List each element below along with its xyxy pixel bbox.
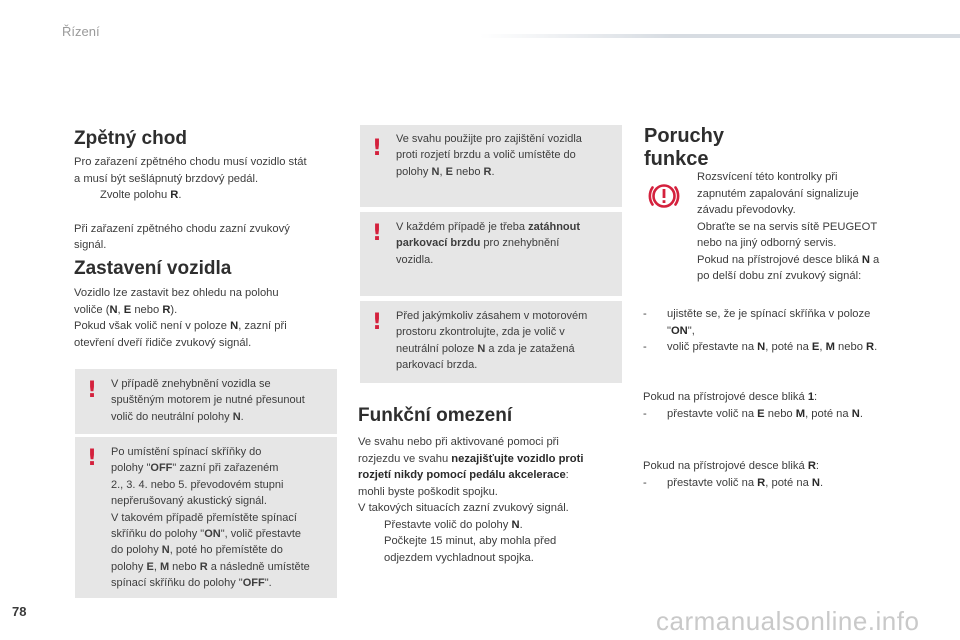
dash-item [643, 475, 915, 492]
text-span: do polohy [111, 544, 162, 557]
watermark: carmanualsonline.info [656, 606, 920, 636]
bold-span: E [811, 341, 820, 353]
text-span: . [178, 189, 182, 201]
text-line: Vozidlo lze zastavit bez ohledu na polohu [74, 287, 279, 299]
dash-item [643, 339, 915, 356]
text-span: V každém případě je třeba [396, 221, 529, 233]
exclamation-icon: ! [372, 136, 383, 161]
text-span: , [819, 341, 826, 353]
text-span: : [815, 460, 820, 472]
text-line: Po umístění spínací skříňky do [111, 446, 262, 458]
text-span: ujistěte se, že je spínací skříňka v poloze [667, 308, 871, 320]
text-line [396, 341, 612, 357]
stop-section [74, 258, 344, 351]
faults-heading [644, 125, 844, 171]
dash-marker: - [643, 476, 647, 489]
bold-span: R [483, 165, 492, 178]
text-line [396, 164, 612, 180]
bold-span: OFF [242, 577, 265, 590]
bold-span: zatáhnout [528, 221, 581, 233]
bold-span: M [795, 407, 806, 420]
dash-marker: - [643, 308, 647, 320]
text-span: . [240, 410, 244, 423]
text-span: skříňku do polohy " [111, 528, 205, 541]
text-line [396, 219, 612, 235]
bold-span: N [811, 476, 821, 489]
bold-span: E [445, 165, 453, 178]
bold-span: R [170, 189, 179, 201]
text-line [643, 458, 915, 475]
text-line: Pro zařazení zpětného chodu musí vozidlo stát [74, 156, 307, 168]
text-line [111, 575, 327, 591]
bold-span: R [807, 460, 816, 472]
reverse-heading: Zpětný chod [74, 128, 187, 149]
text-span: , [153, 560, 160, 573]
bold-span: E [146, 560, 154, 573]
bold-span: N [109, 303, 118, 316]
text-span: a následně umístěte [207, 560, 310, 573]
text-span: Zvolte polohu [100, 189, 171, 201]
reverse-section [74, 128, 344, 254]
text-line: proti rozjetí brzdu a volič umístěte do [396, 149, 576, 162]
text-span: Počkejte 15 minut, aby mohla před [384, 535, 557, 547]
text-span: . [491, 165, 495, 178]
text-span: polohy [111, 560, 147, 573]
text-span: " zazní při zařazeném [172, 462, 279, 475]
text-line [111, 542, 327, 558]
bold-span: parkovací brzdu [396, 237, 481, 250]
heading-line: funkce [644, 148, 709, 170]
text-span: , zazní při [238, 320, 287, 332]
warning-note-ignition-off [75, 437, 337, 598]
text-line: spuštěným motorem je nutné přesunout [111, 394, 305, 407]
text-span: ", volič přestavte [220, 528, 302, 541]
text-span: nebo [764, 407, 796, 420]
limits-text [358, 434, 630, 566]
bold-span: rozjetí nikdy pomocí pedálu akcelerace [358, 469, 566, 481]
text-span: Pokud na přístrojové desce bliká [643, 460, 808, 472]
text-line [111, 460, 327, 476]
dash-item [643, 306, 915, 323]
warning-note-slope [360, 125, 622, 207]
text-line [697, 252, 917, 269]
bold-span: M [159, 560, 170, 573]
bullet-item [358, 517, 630, 534]
bold-span: N [861, 253, 870, 266]
fault-steps-list [643, 306, 915, 356]
text-span: rozjezdu ve svahu [358, 452, 452, 465]
text-span: " [667, 324, 671, 337]
text-line: signál. [74, 239, 107, 251]
bold-span: N [230, 320, 239, 332]
limits-heading: Funkční omezení [358, 405, 513, 426]
exclamation-icon: ! [372, 221, 383, 246]
text-span: pro znehybnění [480, 237, 560, 250]
heading-line: Poruchy [644, 125, 725, 147]
exclamation-icon: ! [372, 310, 383, 335]
text-line: 2., 3. 4. nebo 5. převodovém stupni [111, 478, 284, 491]
stop-heading: Zastavení vozidla [74, 258, 232, 279]
bold-span: N [511, 518, 520, 531]
text-span: Pokud na přístrojové desce bliká [643, 391, 808, 403]
text-span: , [439, 165, 446, 178]
bold-span: OFF [150, 462, 173, 475]
text-line: prostoru zkontrolujte, zda je volič v [396, 326, 565, 339]
text-span: volič přestavte na [667, 341, 758, 353]
warning-note-parking-brake [360, 212, 622, 296]
bold-span: N [232, 410, 241, 423]
bold-span: E [123, 303, 132, 316]
limits-section [358, 405, 630, 566]
text-span: ". [264, 577, 272, 590]
exclamation-icon: ! [87, 446, 98, 471]
gearbox-warning-icon [646, 178, 682, 214]
dash-item-continuation [643, 323, 915, 340]
text-span: ", [687, 324, 695, 337]
text-span: přestavte volič na [667, 476, 758, 489]
text-line [111, 409, 327, 425]
text-line: nebo na jiný odborný servis. [697, 237, 837, 249]
dash-item [643, 406, 915, 423]
text-line [74, 302, 344, 319]
text-line: V případě znehybnění vozidla se [111, 378, 271, 390]
text-span: odjezdem vychladnout spojka. [384, 551, 534, 564]
bold-span: N [851, 407, 860, 420]
text-line: a musí být sešlápnutý brzdový pedál. [74, 172, 259, 185]
text-line [74, 318, 344, 335]
section-title: Řízení [62, 24, 100, 39]
text-line: Ve svahu použijte pro zajištění vozidla [396, 133, 582, 145]
dash-marker: - [643, 407, 647, 420]
text-span: neutrální poloze [396, 342, 478, 355]
warning-note-engine-bay [360, 301, 622, 383]
text-line: V takovém případě přemístěte spínací [111, 511, 297, 524]
text-line: zapnutém zapalování signalizuje [697, 187, 859, 200]
text-line: po delší dobu zní zvukový signál: [697, 270, 862, 282]
text-line: Rozsvícení této kontrolky při [697, 171, 838, 183]
text-line: parkovací brzda. [396, 359, 478, 372]
text-span: , poté na [765, 341, 812, 353]
text-span: volič do neutrální polohy [111, 410, 233, 423]
bold-span: R [757, 476, 766, 489]
text-span: voliče ( [74, 303, 110, 316]
text-line: V takových situacích zazní zvukový signál. [358, 502, 569, 514]
stop-text [74, 285, 344, 351]
fault-blink-r [643, 458, 915, 491]
text-line: otevření dveří řidiče zvukový signál. [74, 336, 252, 349]
text-span: ). [170, 303, 178, 316]
text-line: Před jakýmkoliv zásahem v motorovém [396, 310, 588, 322]
text-span: nebo [131, 303, 163, 316]
text-line [111, 559, 327, 575]
bold-span: nezajišťujte vozidlo proti [451, 452, 584, 465]
text-span: , [117, 303, 124, 316]
text-line [111, 526, 327, 542]
fault-warning-text [697, 169, 917, 285]
bold-span: ON [204, 528, 221, 541]
text-span: Pokud však volič není v poloze [74, 320, 231, 332]
bold-span: R [866, 341, 875, 353]
fault-blink-1 [643, 389, 915, 422]
text-span: , poté ho přemístěte do [169, 544, 283, 557]
bold-span: N [431, 165, 440, 178]
text-span: Přestavte volič do polohy [384, 518, 512, 531]
bullet-item [358, 533, 630, 550]
reverse-text [74, 154, 344, 254]
text-span: polohy [396, 165, 432, 178]
text-line: nepřerušovaný akustický signál. [111, 495, 267, 508]
text-line [358, 451, 630, 468]
warning-note-immobilisation [75, 369, 337, 434]
text-span: přestavte volič na [667, 407, 758, 420]
bold-span: R [199, 560, 208, 573]
text-line: vozidla. [396, 253, 434, 266]
text-line [358, 467, 630, 484]
text-span: nebo [834, 341, 867, 353]
text-span: . [820, 476, 824, 489]
bullet-item [74, 187, 344, 204]
bold-span: 1 [807, 391, 815, 403]
text-span: a [869, 253, 880, 266]
text-line: mohli byste poškodit spojku. [358, 485, 498, 498]
text-span: polohy " [111, 462, 151, 475]
bold-span: N [161, 544, 170, 557]
text-span: : [814, 391, 818, 403]
text-line: závadu převodovky. [697, 204, 796, 216]
text-span: a zda je zatažená [485, 342, 575, 355]
page-number: 78 [12, 604, 27, 619]
bold-span: N [757, 341, 766, 353]
text-span: . [519, 518, 523, 531]
text-span: nebo [169, 560, 200, 573]
text-line: Při zařazení zpětného chodu zazní zvukový [74, 222, 290, 235]
text-span: . [874, 341, 878, 353]
bold-span: E [757, 407, 765, 420]
bold-span: M [825, 341, 835, 353]
bold-span: ON [670, 324, 688, 337]
bold-span: R [162, 303, 171, 316]
text-span: , poté na [765, 476, 812, 489]
text-span: Pokud na přístrojové desce bliká [697, 253, 862, 266]
text-line: Ve svahu nebo při aktivované pomoci při [358, 436, 559, 448]
text-span: nebo [452, 165, 484, 178]
bold-span: N [477, 342, 486, 355]
text-span: , poté na [805, 407, 852, 420]
text-span: . [859, 407, 863, 420]
header-divider-bar [480, 34, 960, 38]
text-line [396, 235, 612, 251]
text-line: Obraťte se na servis sítě PEUGEOT [697, 220, 878, 233]
text-span: : [565, 469, 569, 481]
exclamation-icon: ! [87, 378, 98, 403]
text-span: spínací skříňku do polohy " [111, 577, 243, 590]
text-line [643, 389, 915, 406]
dash-marker: - [643, 341, 647, 353]
bullet-item-continuation [358, 550, 630, 567]
